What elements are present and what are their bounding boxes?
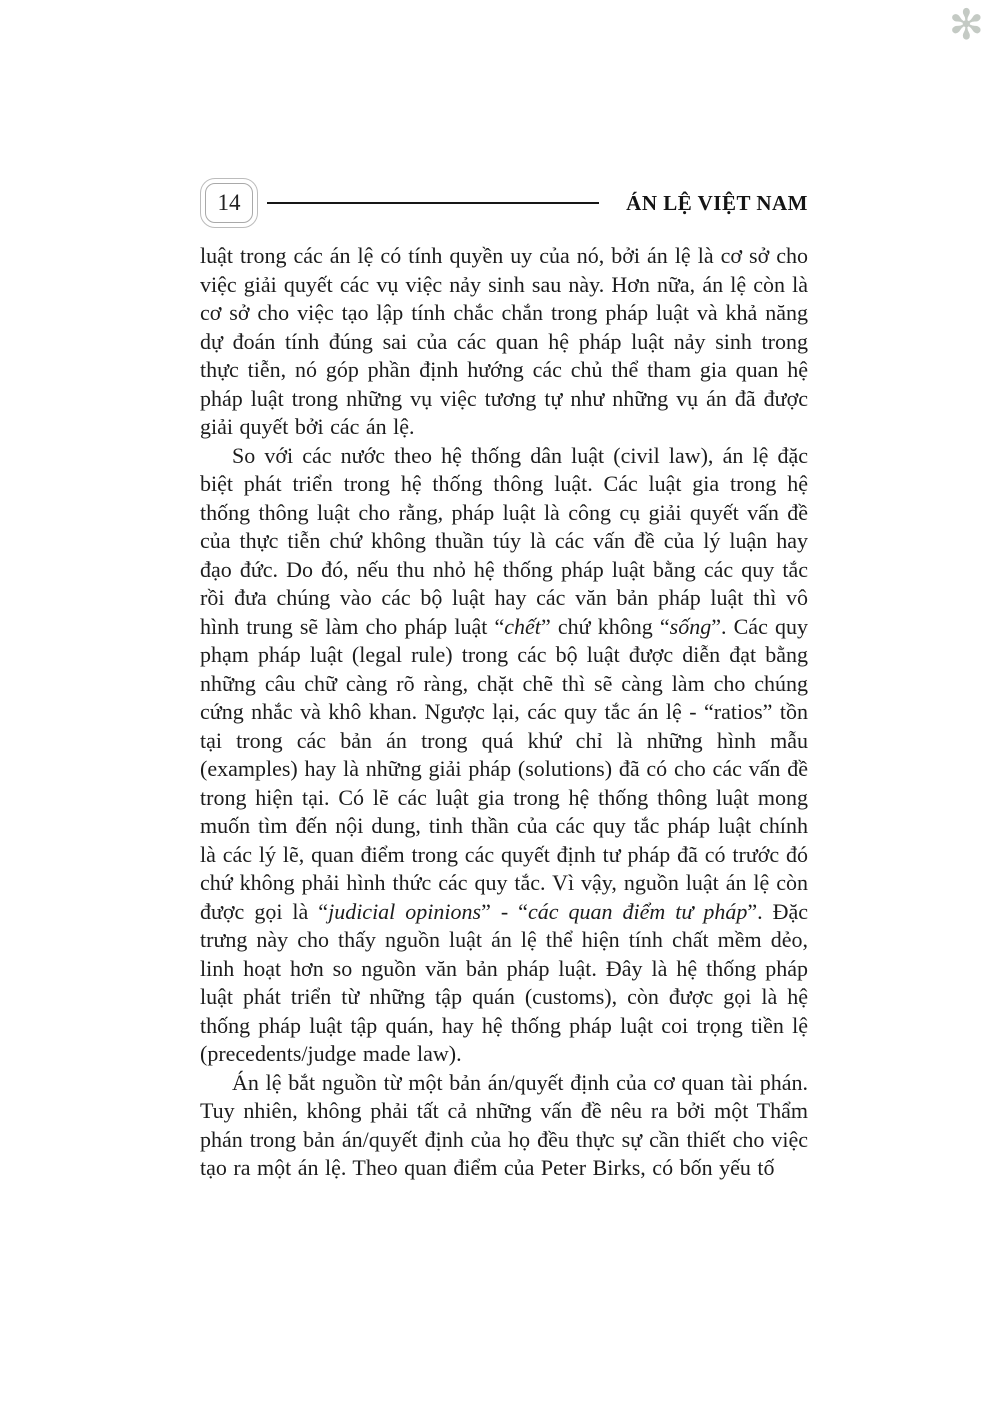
italic-text-run: chết bbox=[504, 613, 541, 639]
text-run: ”. Các quy phạm pháp luật (legal rule) trong các bộ luật được diễn đạt bằng những câu chữ càng rõ ràng, chặt chẽ thì sẽ càng làm cho chúng cứng nhắc và khô khan. Ngược lại, các quy tắc án lệ - “ratios” tồn tại trong các bản án trong quá khứ chỉ là những hình mẫu (examples) hay là những giải pháp (solutions) đã có cho các vấn đề trong hiện tại. Có lẽ các luật gia trong hệ thống thông luật mong muốn tìm đến nội dung, tinh thần của các quy tắc pháp luật chính là các lý lẽ, quan điểm trong các quyết định tư pháp đã có trước đó chứ không phải hình thức các quy tắc. Vì vậy, nguồn luật án lệ còn được gọi là “ bbox=[200, 613, 808, 924]
text-run: ” - “ bbox=[481, 898, 528, 924]
header-rule bbox=[267, 202, 599, 204]
page-title: ÁN LỆ VIỆT NAM bbox=[626, 190, 808, 215]
paragraph bbox=[200, 242, 808, 442]
paragraph bbox=[200, 1069, 808, 1183]
text-run: luật trong các án lệ có tính quyền uy của nó, bởi án lệ là cơ sở cho việc giải quyết các vụ việc nảy sinh sau này. Hơn nữa, án lệ còn là cơ sở cho việc tạo lập tính chắc chắn trong pháp luật và khả năng dự đoán tính đúng sai của các quan hệ pháp luật nảy sinh trong thực tiễn, nó góp phần định hướng các chủ thể tham gia quan hệ pháp luật trong những vụ việc tương tự như những vụ án đã được giải quyết bởi các án lệ. bbox=[200, 243, 808, 439]
flower-icon: ✻ bbox=[948, 3, 984, 49]
text-run: Án lệ bắt nguồn từ một bản án/quyết định của cơ quan tài phán. Tuy nhiên, không phải tất cả những vấn đề nêu ra bởi một Thẩm phán trong bản án/quyết định của họ đều thực sự cần thiết cho việc tạo ra một án lệ. Theo quan điểm của Peter Birks, có bốn yếu tố bbox=[200, 1069, 808, 1180]
text-run: So với các nước theo hệ thống dân luật (civil law), án lệ đặc biệt phát triển trong hệ thống thông luật. Các luật gia trong hệ thống thông luật cho rằng, pháp luật là công cụ giải quyết vấn đề của thực tiễn chứ không thuần túy là các vấn đề của lý luận hay đạo đức. Do đó, nếu thu nhỏ hệ thống pháp luật bằng các quy tắc rồi đưa chúng vào các bộ luật hay các văn bản pháp luật thì vô hình trung sẽ làm cho pháp luật “ bbox=[200, 442, 808, 639]
italic-text-run: judicial opinions bbox=[328, 898, 482, 924]
page-number-box bbox=[200, 178, 258, 228]
text-run: ” chứ không “ bbox=[540, 613, 670, 639]
paragraph bbox=[200, 442, 808, 1069]
italic-text-run: các quan điểm tư pháp bbox=[527, 898, 748, 924]
text-run: ”. Đặc trưng này cho thấy nguồn luật án lệ thể hiện tính chất mềm dẻo, linh hoạt hơn so nguồn văn bản pháp luật. Đây là hệ thống pháp luật phát triển từ những tập quán (customs), còn được gọi là hệ thống pháp luật tập quán, hay hệ thống pháp luật coi trọng tiền lệ (precedents/judge made law). bbox=[200, 898, 809, 1066]
body-text bbox=[200, 242, 808, 1183]
page-header bbox=[200, 178, 808, 228]
page-number: 14 bbox=[205, 183, 253, 223]
italic-text-run: sống bbox=[669, 613, 712, 639]
